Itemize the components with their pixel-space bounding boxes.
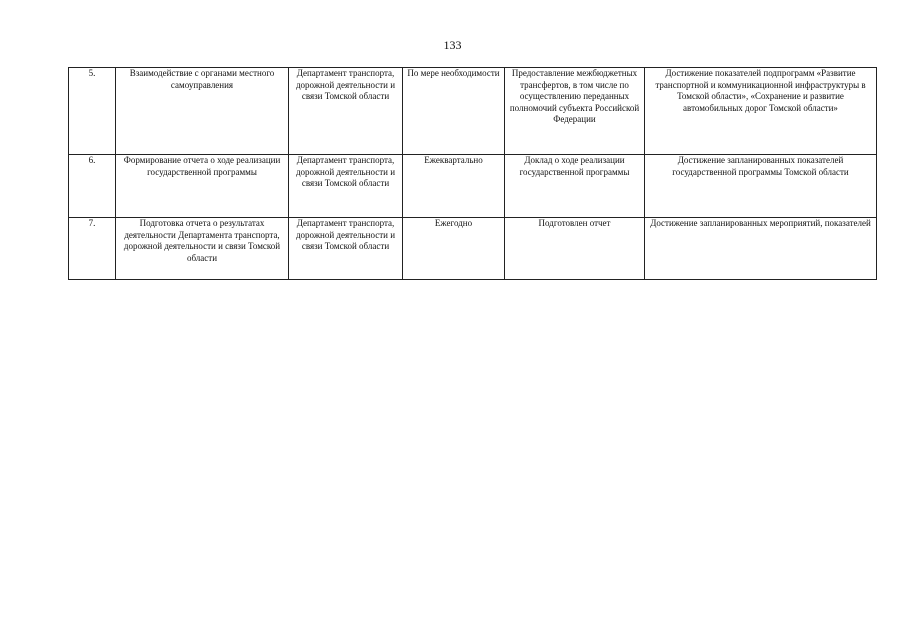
row-number-cell: 7.	[69, 218, 116, 280]
activity-cell: Формирование отчета о ходе реализации государственной программы	[116, 155, 289, 218]
table-row	[69, 218, 877, 280]
table-row	[69, 155, 877, 218]
table-row	[69, 68, 877, 155]
result-cell: Предоставление межбюджетных трансфертов, в том числе по осуществлению переданных полномочий субъекта Российской Федерации	[505, 68, 645, 155]
row-number-cell: 5.	[69, 68, 116, 155]
goal-cell: Достижение показателей подпрограмм «Развитие транспортной и коммуникационной инфраструктуры в Томской области», «Сохранение и развитие автомобильных дорог Томской области»	[645, 68, 877, 155]
page-number: 133	[443, 38, 462, 52]
goal-cell: Достижение запланированных мероприятий, показателей	[645, 218, 877, 280]
activity-cell: Взаимодействие с органами местного самоуправления	[116, 68, 289, 155]
activity-cell: Подготовка отчета о результатах деятельности Департамента транспорта, дорожной деятельности и связи Томской области	[116, 218, 289, 280]
result-cell: Доклад о ходе реализации государственной программы	[505, 155, 645, 218]
executor-cell: Департамент транспорта, дорожной деятельности и связи Томской области	[289, 68, 403, 155]
executor-cell: Департамент транспорта, дорожной деятельности и связи Томской области	[289, 218, 403, 280]
row-number-cell: 6.	[69, 155, 116, 218]
term-cell: По мере необходимости	[403, 68, 505, 155]
goal-cell: Достижение запланированных показателей государственной программы Томской области	[645, 155, 877, 218]
activities-table	[68, 67, 877, 280]
term-cell: Ежегодно	[403, 218, 505, 280]
executor-cell: Департамент транспорта, дорожной деятельности и связи Томской области	[289, 155, 403, 218]
result-cell: Подготовлен отчет	[505, 218, 645, 280]
term-cell: Ежеквартально	[403, 155, 505, 218]
